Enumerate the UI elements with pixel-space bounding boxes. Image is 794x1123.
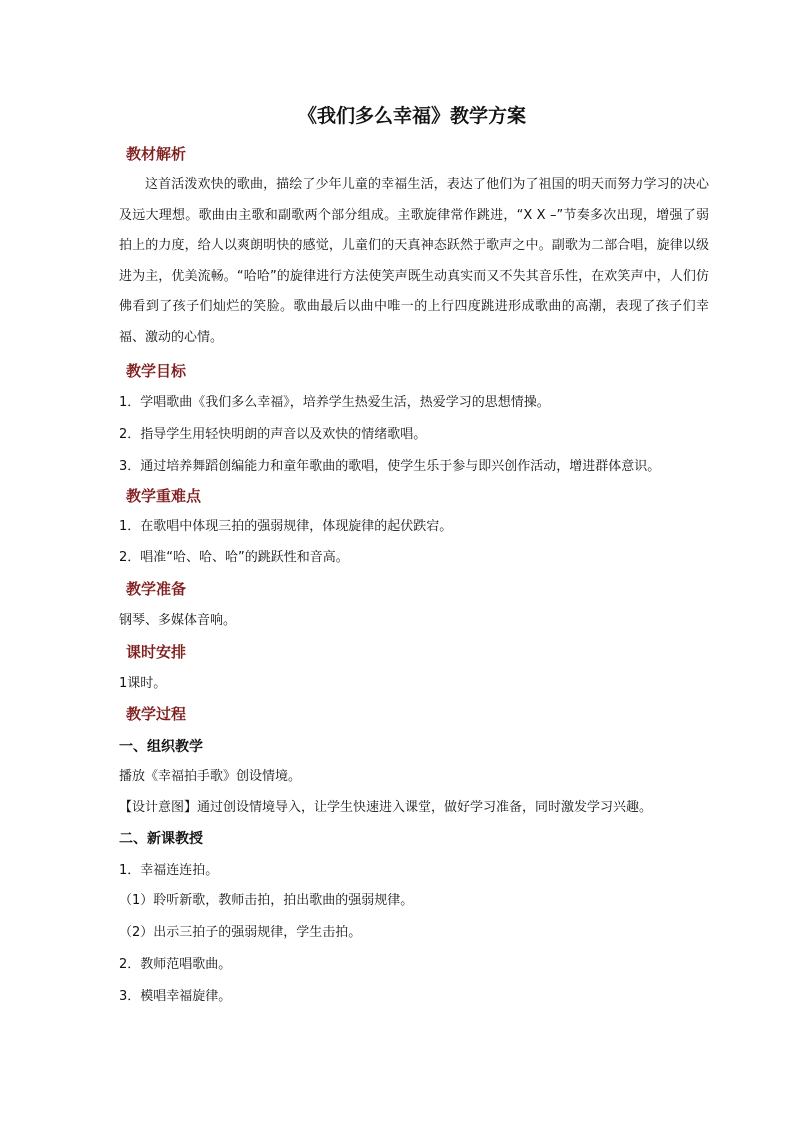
process-part1-line1: 播放《幸福拍手歌》创设情境。	[119, 769, 302, 784]
heading-keypoints: 教学重难点	[126, 487, 202, 505]
heading-goals: 教学目标	[126, 362, 187, 380]
heading-schedule: 课时安排	[126, 643, 187, 661]
heading-process: 教学过程	[126, 705, 187, 723]
process-part1-design-intent: 【设计意图】通过创设情境导入，让学生快速进入课堂，做好学习准备，同时激发学习兴趣。	[119, 800, 653, 815]
prep-text: 钢琴、多媒体音响。	[119, 613, 237, 628]
process-part1-heading: 一、组织教学	[119, 739, 203, 755]
goal-item-2: 2．指导学生用轻快明朗的声音以及欢快的情绪歌唱。	[119, 427, 427, 442]
heading-prep: 教学准备	[126, 580, 187, 598]
process-part2-item-2: （1）聆听新歌，教师击拍，拍出歌曲的强弱规律。	[119, 893, 414, 908]
process-part2-item-3: （2）出示三拍子的强弱规律，学生击拍。	[119, 925, 362, 940]
goal-item-3: 3．通过培养舞蹈创编能力和童年歌曲的歌唱，使学生乐于参与即兴创作活动，增进群体意识。	[119, 459, 661, 474]
schedule-text: 1课时。	[119, 676, 167, 691]
goal-item-1: 1．学唱歌曲《我们多么幸福》，培养学生热爱生活，热爱学习的思想情操。	[119, 395, 550, 410]
heading-analysis: 教材解析	[126, 145, 187, 163]
process-part2-item-1: 1．幸福连连拍。	[119, 863, 219, 878]
keypoint-item-2: 2．唱准“哈、哈、哈”的跳跃性和音高。	[119, 550, 349, 565]
analysis-paragraph: 这首活泼欢快的歌曲，描绘了少年儿童的幸福生活，表达了他们为了祖国的明天而努力学习的决心及远大理想。歌曲由主歌和副歌两个部分组成。主歌旋律常作跳进，“X X –”节奏多次出现，增强了弱拍上的力度，给人以爽朗明快的感觉，儿童们的天真神态跃然于歌声之中。副歌为二部合唱，旋律以级进为主，优美流畅。“哈哈”的旋律进行方法使笑声既生动真实而又不失其音乐性，在欢笑声中，人们仿佛看到了孩子们灿烂的笑脸。歌曲最后以曲中唯一的上行四度跳进形成歌曲的高潮，表现了孩子们幸福、激动的心情。	[119, 177, 709, 345]
keypoint-item-1: 1．在歌唱中体现三拍的强弱规律，体现旋律的起伏跌宕。	[119, 519, 453, 534]
document-title: 《我们多么幸福》教学方案	[297, 105, 526, 127]
process-part2-item-5: 3．模唱幸福旋律。	[119, 989, 232, 1004]
process-part2-item-4: 2．教师范唱歌曲。	[119, 957, 232, 972]
process-part2-heading: 二、新课教授	[119, 831, 203, 847]
